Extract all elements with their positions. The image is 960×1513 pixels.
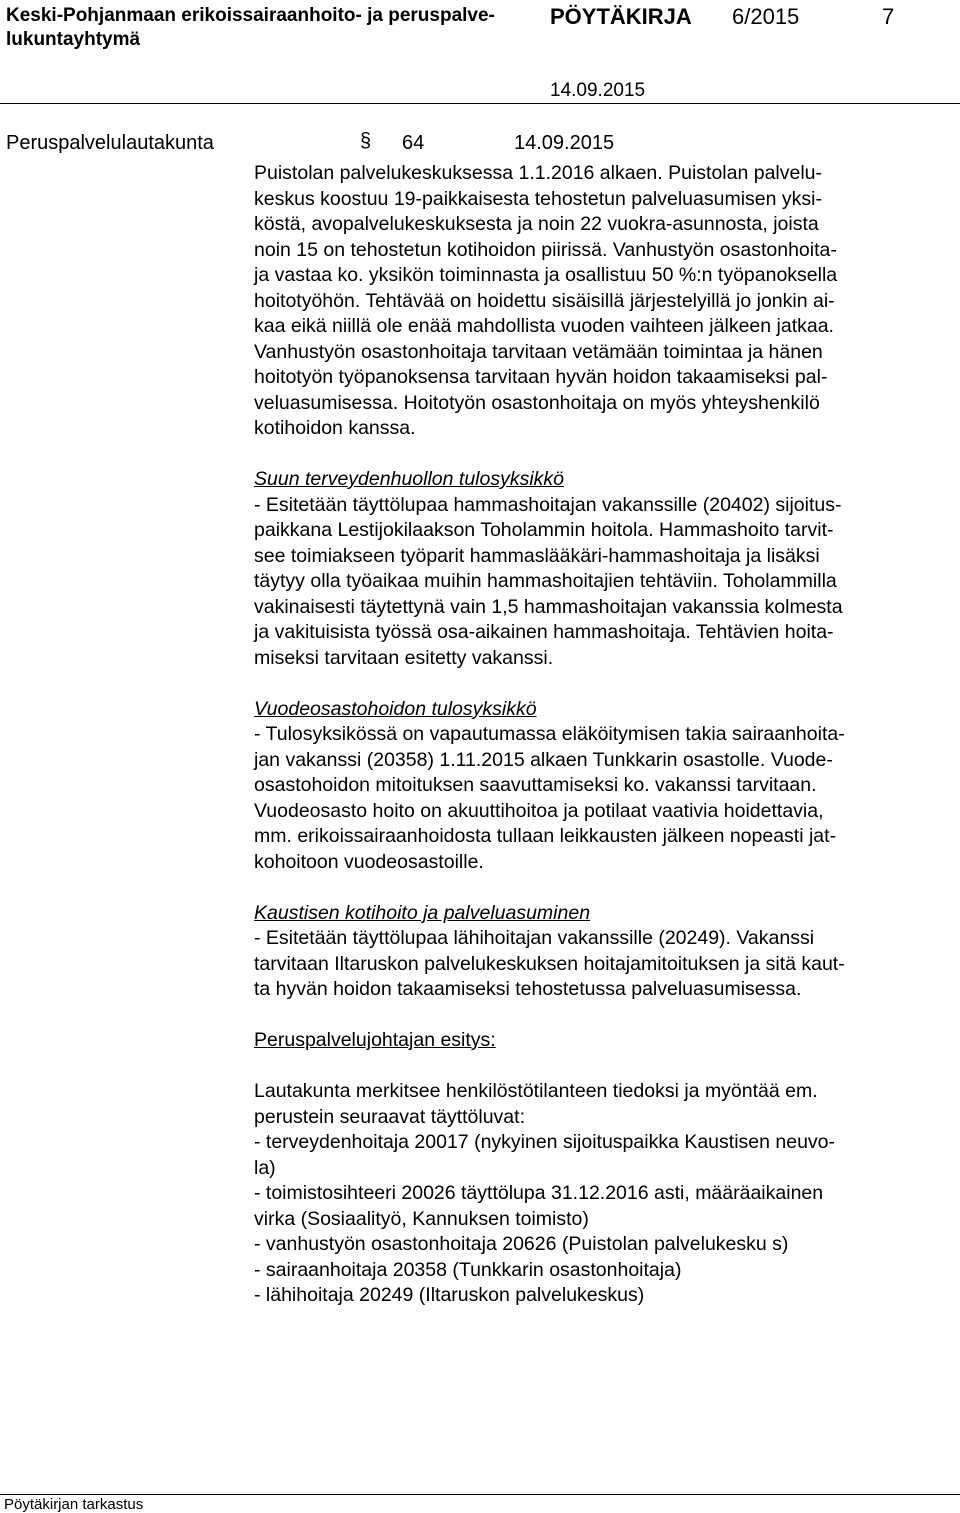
organization-name-line1: Keski-Pohjanmaan erikoissairaanhoito- ja peruspalve- [6,5,495,26]
text-line: - Esitetään täyttölupaa hammashoitajan vakanssille (20402) sijoitus- [254,493,842,516]
text-line: - toimistosihteeri 20026 täyttölupa 31.12.2016 asti, määräaikainen [254,1182,824,1204]
proposal [254,1028,954,1309]
text-line: Lautakunta merkitsee henkilöstötilanteen tiedoksi ja myöntää em. [254,1080,818,1102]
header-date: 14.09.2015 [550,80,646,101]
text-line: Vuodeosasto hoito on akuuttihoitoa ja potilaat vaativia hoidettavia, [254,799,824,822]
header-divider [0,103,960,104]
proposal-heading: Peruspalvelujohtajan esitys: [254,1029,496,1051]
document-type: PÖYTÄKIRJA [550,4,692,29]
meeting-date: 14.09.2015 [514,132,615,154]
text-line: see toimiakseen työparit hammaslääkäri-hammashoitaja ja lisäksi [254,544,820,567]
text-line: mm. erikoissairaanhoidosta tullaan leikkausten jälkeen nopeasti jat- [254,825,837,847]
text-line: keskus koostuu 19-paikkaisesta tehostetun palveluasumisen yksi- [254,187,822,210]
text-line: ja vakituisista työssä osa-aikainen hammashoitaja. Tehtävien hoita- [254,621,834,643]
text-line: vakinaisesti täytettynä vain 1,5 hammashoitajan vakanssia kolmesta [254,595,843,618]
text-line: veluasumisessa. Hoitotyön osastonhoitaja on myös yhteyshenkilö [254,391,820,414]
minutes-body [254,161,954,1309]
text-line: perustein seuraavat täyttöluvat: [254,1105,525,1128]
section-heading: Kaustisen kotihoito ja palveluasuminen [254,901,591,924]
text-line: la) [254,1156,276,1179]
section-symbol: § [360,130,372,152]
section-heading: Suun terveydenhuollon tulosyksikkö [254,468,565,490]
text-line: noin 15 on tehostetun kotihoidon piirissä. Vanhustyön osastonhoita- [254,238,837,261]
text-line: - lähihoitaja 20249 (Iltaruskon palvelukeskus) [254,1284,645,1306]
text-line: jan vakanssi (20358) 1.11.2015 alkaen Tunkkarin osastolle. Vuode- [254,748,833,771]
text-line: ja vastaa ko. yksikön toiminnasta ja osallistuu 50 %:n työpanoksella [254,264,838,286]
text-line: Vanhustyön osastonhoitaja tarvitaan vetämään toimintaa ja hänen [254,340,823,363]
text-line: miseksi tarvitaan esitetty vakanssi. [254,646,554,669]
section-suun-terveydenhuolto [254,467,954,671]
text-line: hoitotyöhön. Tehtävää on hoidettu sisäisillä järjestelyillä jo jonkin ai- [254,289,835,312]
organization-name-line2: lukuntayhtymä [6,29,141,50]
text-line: täytyy olla työaikaa muihin hammashoitajien tehtäviin. Toholammilla [254,570,837,592]
page-number: 7 [882,4,895,29]
text-line: köstä, avopalvelukeskuksesta ja noin 22 vuokra-asunnosta, joista [254,213,819,235]
text-line: - Tulosyksikössä on vapautumassa eläköitymisen takia sairaanhoita- [254,723,845,745]
committee-name: Peruspalvelulautakunta [6,132,214,154]
document-number: 6/2015 [732,4,800,29]
text-line: hoitotyön työpanoksensa tarvitaan hyvän hoidon takaamiseksi pal- [254,366,828,388]
text-line: - vanhustyön osastonhoitaja 20626 (Puistolan palvelukesku s) [254,1233,789,1255]
text-line: - Esitetään täyttölupaa lähihoitajan vakanssille (20249). Vakanssi [254,927,815,949]
section-number: 64 [402,132,425,154]
text-line: ta hyvän hoidon takaamiseksi tehostetussa palveluasumisessa. [254,978,802,1000]
section-kaustisen-kotihoito [254,901,954,1003]
text-line: paikkana Lestijokilaakson Toholammin hoitola. Hammashoito tarvit- [254,519,834,541]
text-line: Puistolan palvelukeskuksessa 1.1.2016 alkaen. Puistolan palvelu- [254,162,823,184]
organization-name [6,4,495,52]
text-line: virka (Sosiaalityö, Kannuksen toimisto) [254,1207,589,1230]
text-line: kohoitoon vuodeosastoille. [254,850,484,873]
footer-label: Pöytäkirjan tarkastus [4,1496,144,1513]
text-line: tarvitaan Iltaruskon palvelukeskuksen hoitajamitoituksen ja sitä kaut- [254,952,845,975]
footer-divider [0,1494,960,1495]
text-line: kaa eikä niillä ole enää mahdollista vuoden vaihteen jälkeen jatkaa. [254,315,834,337]
text-line: kotihoidon kanssa. [254,417,416,439]
text-line: - sairaanhoitaja 20358 (Tunkkarin osastonhoitaja) [254,1258,682,1281]
section-heading: Vuodeosastohoidon tulosyksikkö [254,697,537,720]
section-vuodeosastohoito [254,697,954,876]
text-line: - terveydenhoitaja 20017 (nykyinen sijoituspaikka Kaustisen neuvo- [254,1131,836,1153]
paragraph-puistola [254,161,954,442]
text-line: osastohoidon mitoituksen saavuttamiseksi ko. vakanssi tarvitaan. [254,774,817,796]
